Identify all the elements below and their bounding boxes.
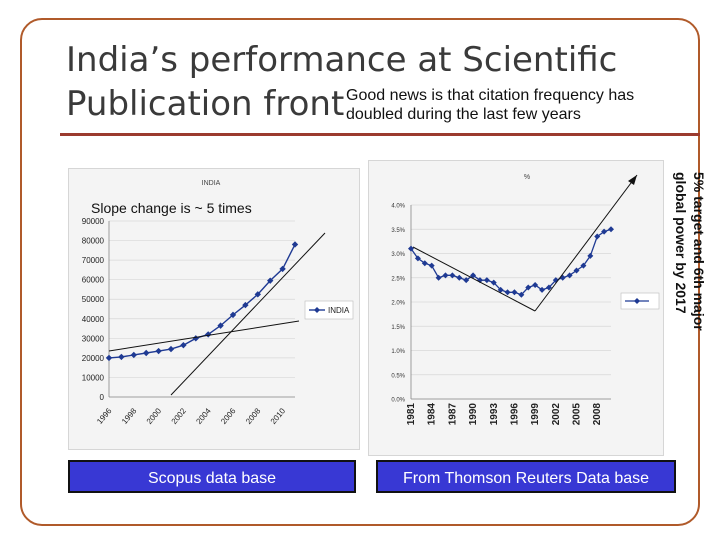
x-tick-label: 1999 bbox=[530, 403, 542, 426]
data-point bbox=[131, 352, 137, 358]
y-tick-label: 0 bbox=[99, 393, 104, 402]
x-tick-label: 2010 bbox=[268, 406, 288, 426]
y-tick-label: 50000 bbox=[81, 295, 104, 305]
x-tick-label: 2004 bbox=[194, 406, 213, 426]
title-rule bbox=[60, 133, 700, 136]
x-tick-label: 1990 bbox=[468, 403, 480, 426]
y-tick-label: 40000 bbox=[81, 314, 104, 324]
slope-line-recent bbox=[171, 233, 325, 395]
data-point bbox=[143, 350, 149, 356]
scopus-chart bbox=[69, 169, 361, 451]
y-tick-label: 30000 bbox=[81, 334, 104, 344]
slope-line-early bbox=[109, 321, 299, 351]
y-tick-label: 4.0% bbox=[391, 203, 405, 210]
target-annotation-line-1: 5% target and 6th major bbox=[691, 172, 707, 331]
x-tick-label: 1993 bbox=[488, 403, 500, 426]
y-tick-label: 70000 bbox=[81, 256, 104, 266]
x-tick-label: 1998 bbox=[119, 406, 139, 426]
x-tick-label: 1981 bbox=[406, 403, 417, 426]
chart-title: INDIA bbox=[201, 180, 221, 187]
x-tick-label: 2002 bbox=[550, 403, 562, 426]
data-point bbox=[436, 275, 442, 281]
y-tick-label: 20000 bbox=[81, 353, 104, 363]
data-point bbox=[292, 241, 298, 247]
x-tick-label: 1987 bbox=[447, 403, 459, 426]
x-tick-label: 2005 bbox=[571, 403, 583, 426]
data-point bbox=[155, 348, 161, 354]
thomson-chart-panel bbox=[368, 160, 664, 456]
y-tick-label: 3.5% bbox=[391, 227, 405, 234]
y-tick-label: 90000 bbox=[81, 217, 104, 226]
y-tick-label: 0.0% bbox=[391, 397, 405, 404]
chart-title: % bbox=[523, 174, 531, 181]
x-tick-label: 1984 bbox=[426, 403, 438, 426]
y-tick-label: 2.0% bbox=[391, 300, 405, 307]
data-point bbox=[456, 275, 462, 281]
y-tick-label: 0.5% bbox=[391, 373, 405, 380]
x-tick-label: 1996 bbox=[95, 406, 114, 426]
data-point bbox=[168, 346, 174, 352]
data-point bbox=[180, 342, 186, 348]
y-tick-label: 1.5% bbox=[391, 324, 405, 331]
y-tick-label: 80000 bbox=[81, 236, 104, 246]
x-tick-label: 1996 bbox=[509, 403, 521, 426]
y-tick-label: 60000 bbox=[81, 275, 104, 285]
y-tick-label: 3.0% bbox=[391, 252, 405, 258]
series-line-india bbox=[109, 244, 295, 357]
slide-subtitle: Good news is that citation frequency has doubled during the last few years bbox=[346, 87, 635, 123]
x-tick-label: 2000 bbox=[144, 406, 164, 426]
trend-arrowhead bbox=[628, 175, 637, 185]
y-tick-label: 10000 bbox=[81, 373, 104, 383]
legend-label: INDIA bbox=[328, 306, 350, 315]
y-tick-label: 1.0% bbox=[391, 349, 405, 355]
trend-line-decline bbox=[413, 247, 535, 311]
target-annotation-line-2: global power by 2017 bbox=[673, 172, 689, 314]
scopus-chart-panel bbox=[68, 168, 360, 450]
data-point bbox=[193, 335, 199, 341]
target-annotation bbox=[664, 166, 708, 366]
data-point bbox=[118, 354, 124, 360]
data-point bbox=[505, 289, 511, 295]
data-point bbox=[429, 263, 435, 269]
slide-title-line-2: Publication front bbox=[66, 84, 345, 124]
x-tick-label: 2006 bbox=[219, 406, 238, 426]
trend-line-rise bbox=[535, 175, 637, 311]
x-tick-label: 2008 bbox=[243, 406, 263, 426]
scopus-caption: Scopus data base bbox=[68, 460, 356, 493]
thomson-chart bbox=[369, 161, 665, 457]
data-point bbox=[106, 355, 112, 361]
x-tick-label: 2002 bbox=[169, 406, 188, 426]
slope-annotation: Slope change is ~ 5 times bbox=[91, 200, 252, 216]
x-tick-label: 2008 bbox=[592, 403, 604, 426]
slide-title-line-1: India’s performance at Scientific bbox=[66, 40, 618, 80]
thomson-caption: From Thomson Reuters Data base bbox=[376, 460, 676, 493]
data-point bbox=[608, 226, 614, 232]
data-point bbox=[511, 289, 517, 295]
y-tick-label: 2.5% bbox=[391, 276, 405, 283]
data-point bbox=[560, 275, 566, 281]
